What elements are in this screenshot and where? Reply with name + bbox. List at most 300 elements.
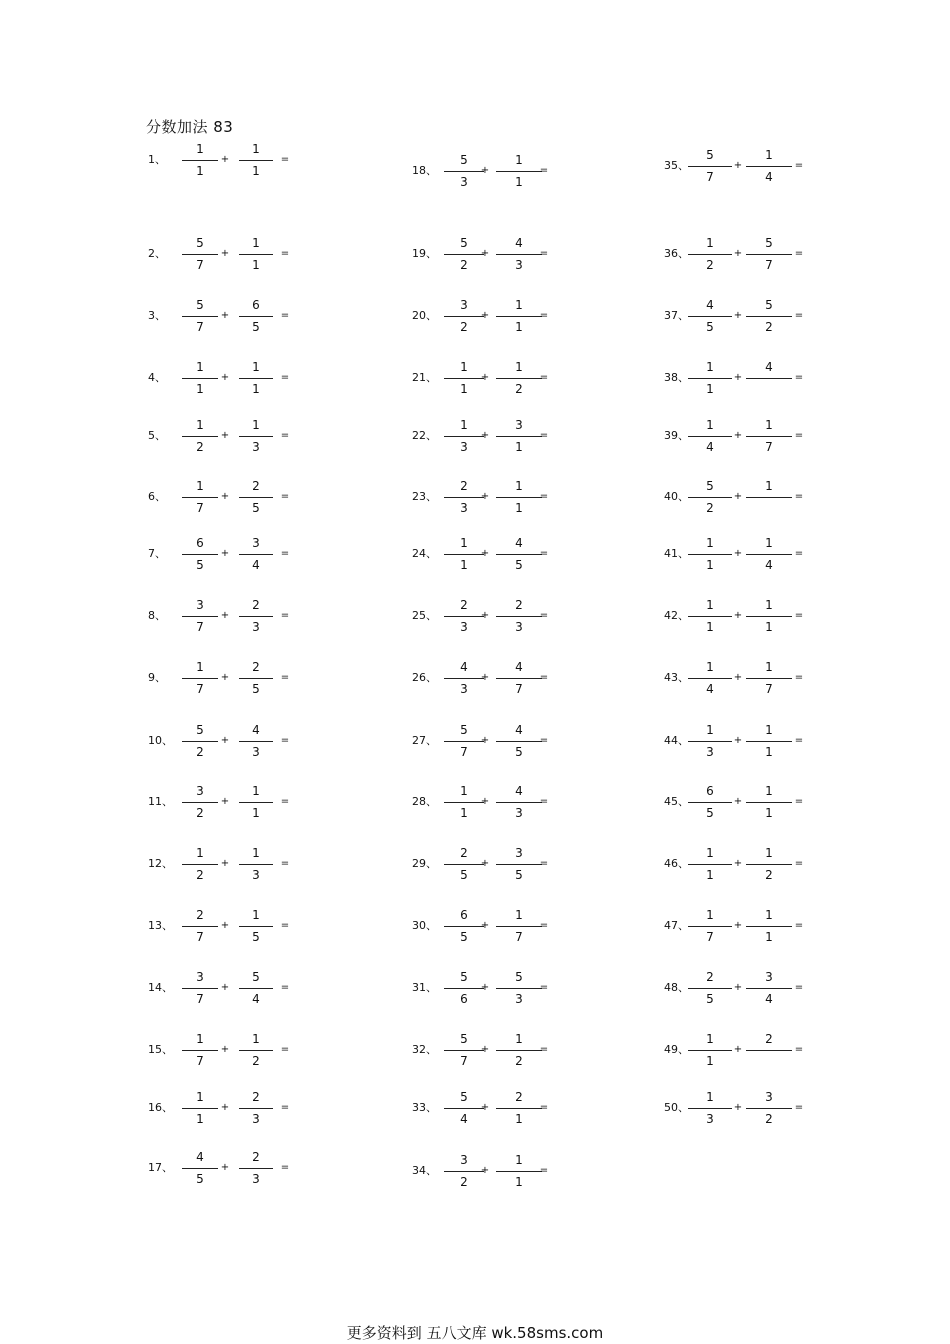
fraction-2-denominator: 5: [252, 930, 260, 944]
fraction-1-bar: [444, 1171, 484, 1172]
fraction-1-bar: [688, 316, 732, 317]
plus-sign: +: [733, 858, 743, 869]
fraction-2-bar: [239, 378, 273, 379]
equals-sign: =: [280, 1162, 290, 1173]
fraction-1-numerator: 1: [196, 1032, 204, 1046]
fraction-2-numerator: 1: [515, 360, 523, 374]
fraction-2-denominator: 7: [515, 930, 523, 944]
fraction-2-bar: [239, 988, 273, 989]
fraction-2-numerator: 5: [252, 970, 260, 984]
fraction-2-numerator: 2: [252, 660, 260, 674]
fraction-2-bar: [239, 254, 273, 255]
problem-number: 38、: [664, 371, 689, 384]
fraction-2-bar: [496, 864, 542, 865]
fraction-2-numerator: 4: [515, 723, 523, 737]
equals-sign: =: [280, 372, 290, 383]
problem-number: 28、: [412, 795, 437, 808]
fraction-2-numerator: 1: [515, 908, 523, 922]
equals-sign: =: [539, 796, 549, 807]
fraction-2-bar: [496, 171, 542, 172]
problem-number: 4、: [148, 371, 166, 384]
fraction-2-denominator: 3: [252, 745, 260, 759]
fraction-1-numerator: 5: [706, 148, 714, 162]
fraction-1-denominator: 1: [706, 1054, 714, 1068]
fraction-2-bar: [496, 497, 542, 498]
problem-number: 22、: [412, 429, 437, 442]
fraction-2-denominator: 3: [252, 868, 260, 882]
fraction-1-numerator: 1: [196, 660, 204, 674]
fraction-1-numerator: 5: [460, 1032, 468, 1046]
problem-number: 23、: [412, 490, 437, 503]
plus-sign: +: [733, 372, 743, 383]
fraction-2-bar: [239, 436, 273, 437]
plus-sign: +: [733, 735, 743, 746]
fraction-1-denominator: 5: [706, 806, 714, 820]
fraction-1-bar: [182, 926, 218, 927]
fraction-1-numerator: 6: [706, 784, 714, 798]
fraction-2-denominator: 3: [252, 440, 260, 454]
fraction-2-denominator: 2: [765, 320, 773, 334]
fraction-1-denominator: 5: [706, 992, 714, 1006]
equals-sign: =: [539, 491, 549, 502]
plus-sign: +: [733, 1102, 743, 1113]
fraction-2-numerator: 1: [765, 784, 773, 798]
plus-sign: +: [220, 672, 230, 683]
equals-sign: =: [539, 610, 549, 621]
fraction-1-bar: [688, 254, 732, 255]
fraction-2-denominator: 3: [252, 620, 260, 634]
fraction-1-bar: [182, 554, 218, 555]
fraction-1-denominator: 7: [706, 170, 714, 184]
fraction-2-denominator: 5: [252, 501, 260, 515]
equals-sign: =: [794, 672, 804, 683]
equals-sign: =: [794, 372, 804, 383]
problem-number: 17、: [148, 1161, 173, 1174]
fraction-2-denominator: 2: [765, 868, 773, 882]
problem-number: 30、: [412, 919, 437, 932]
fraction-1-numerator: 1: [196, 142, 204, 156]
fraction-1-bar: [444, 378, 484, 379]
problem-number: 8、: [148, 609, 166, 622]
fraction-2-numerator: 4: [515, 660, 523, 674]
equals-sign: =: [794, 160, 804, 171]
fraction-1-numerator: 1: [706, 660, 714, 674]
fraction-1-bar: [688, 988, 732, 989]
plus-sign: +: [733, 672, 743, 683]
fraction-2-numerator: 2: [252, 598, 260, 612]
fraction-1-bar: [688, 616, 732, 617]
fraction-1-denominator: 4: [706, 440, 714, 454]
fraction-1-denominator: 1: [460, 806, 468, 820]
equals-sign: =: [794, 1102, 804, 1113]
fraction-2-bar: [239, 741, 273, 742]
fraction-1-denominator: 2: [460, 320, 468, 334]
plus-sign: +: [220, 310, 230, 321]
fraction-1-denominator: 2: [196, 440, 204, 454]
fraction-2-denominator: 3: [515, 620, 523, 634]
problem-number: 41、: [664, 547, 689, 560]
fraction-2-numerator: 1: [252, 360, 260, 374]
problem-number: 7、: [148, 547, 166, 560]
fraction-2-numerator: 4: [252, 723, 260, 737]
fraction-1-bar: [444, 988, 484, 989]
fraction-2-numerator: 1: [765, 846, 773, 860]
problem-number: 18、: [412, 164, 437, 177]
fraction-1-bar: [182, 160, 218, 161]
fraction-2-denominator: 4: [765, 558, 773, 572]
equals-sign: =: [539, 430, 549, 441]
fraction-2-bar: [746, 864, 792, 865]
fraction-2-numerator: 1: [252, 908, 260, 922]
plus-sign: +: [220, 154, 230, 165]
fraction-2-bar: [496, 988, 542, 989]
fraction-1-numerator: 5: [460, 723, 468, 737]
fraction-2-denominator: 1: [515, 320, 523, 334]
plus-sign: +: [733, 248, 743, 259]
fraction-1-numerator: 5: [196, 298, 204, 312]
problem-number: 47、: [664, 919, 689, 932]
fraction-2-numerator: 1: [765, 148, 773, 162]
plus-sign: +: [220, 1162, 230, 1173]
plus-sign: +: [480, 672, 490, 683]
fraction-1-denominator: 1: [706, 868, 714, 882]
fraction-1-numerator: 1: [460, 418, 468, 432]
equals-sign: =: [280, 796, 290, 807]
equals-sign: =: [539, 1165, 549, 1176]
problem-number: 33、: [412, 1101, 437, 1114]
fraction-1-denominator: 3: [460, 620, 468, 634]
plus-sign: +: [733, 982, 743, 993]
fraction-1-denominator: 2: [460, 258, 468, 272]
problem-number: 27、: [412, 734, 437, 747]
fraction-2-denominator: 1: [252, 382, 260, 396]
fraction-1-bar: [444, 1108, 484, 1109]
plus-sign: +: [480, 982, 490, 993]
problem-number: 25、: [412, 609, 437, 622]
fraction-1-denominator: 1: [196, 382, 204, 396]
fraction-2-bar: [496, 378, 542, 379]
fraction-2-denominator: 4: [765, 170, 773, 184]
problem-number: 5、: [148, 429, 166, 442]
problem-number: 39、: [664, 429, 689, 442]
fraction-2-denominator: 7: [515, 682, 523, 696]
problem-number: 15、: [148, 1043, 173, 1056]
fraction-2-bar: [496, 802, 542, 803]
fraction-2-bar: [496, 554, 542, 555]
fraction-2-numerator: 5: [765, 236, 773, 250]
fraction-1-numerator: 6: [196, 536, 204, 550]
fraction-2-denominator: 3: [252, 1172, 260, 1186]
equals-sign: =: [794, 982, 804, 993]
fraction-1-denominator: 2: [196, 806, 204, 820]
fraction-2-numerator: 4: [515, 784, 523, 798]
fraction-1-numerator: 1: [196, 418, 204, 432]
fraction-1-bar: [182, 378, 218, 379]
problem-number: 34、: [412, 1164, 437, 1177]
fraction-2-bar: [746, 1108, 792, 1109]
fraction-2-numerator: 1: [765, 418, 773, 432]
fraction-2-bar: [239, 616, 273, 617]
fraction-1-numerator: 3: [196, 784, 204, 798]
plus-sign: +: [733, 920, 743, 931]
fraction-2-denominator: 7: [765, 440, 773, 454]
fraction-2-bar: [746, 616, 792, 617]
fraction-2-denominator: 1: [515, 501, 523, 515]
fraction-2-numerator: 1: [515, 1032, 523, 1046]
fraction-2-bar: [496, 1050, 542, 1051]
fraction-2-denominator: 1: [765, 620, 773, 634]
fraction-2-denominator: 3: [515, 258, 523, 272]
fraction-1-bar: [444, 497, 484, 498]
fraction-2-numerator: 2: [252, 479, 260, 493]
fraction-1-denominator: 4: [706, 682, 714, 696]
fraction-2-numerator: 5: [765, 298, 773, 312]
problem-number: 40、: [664, 490, 689, 503]
fraction-1-bar: [182, 436, 218, 437]
fraction-1-denominator: 5: [196, 1172, 204, 1186]
fraction-1-bar: [444, 864, 484, 865]
fraction-1-denominator: 5: [706, 320, 714, 334]
fraction-1-numerator: 1: [706, 908, 714, 922]
fraction-2-numerator: 1: [515, 1153, 523, 1167]
fraction-1-denominator: 3: [706, 1112, 714, 1126]
fraction-1-bar: [688, 497, 732, 498]
fraction-1-denominator: 7: [196, 620, 204, 634]
fraction-1-bar: [444, 616, 484, 617]
plus-sign: +: [480, 1165, 490, 1176]
plus-sign: +: [220, 735, 230, 746]
fraction-2-numerator: 3: [515, 846, 523, 860]
plus-sign: +: [480, 920, 490, 931]
plus-sign: +: [733, 160, 743, 171]
plus-sign: +: [220, 430, 230, 441]
problem-number: 21、: [412, 371, 437, 384]
fraction-1-bar: [444, 802, 484, 803]
equals-sign: =: [539, 672, 549, 683]
fraction-2-denominator: 1: [252, 258, 260, 272]
fraction-1-denominator: 7: [460, 1054, 468, 1068]
fraction-1-numerator: 5: [196, 723, 204, 737]
fraction-2-bar: [239, 678, 273, 679]
equals-sign: =: [794, 548, 804, 559]
fraction-2-numerator: 4: [515, 236, 523, 250]
fraction-1-denominator: 7: [196, 320, 204, 334]
equals-sign: =: [539, 982, 549, 993]
fraction-2-bar: [239, 316, 273, 317]
fraction-1-denominator: 5: [196, 558, 204, 572]
fraction-2-bar: [239, 160, 273, 161]
footer-text: 更多资料到 五八文库 wk.58sms.com: [346, 1324, 604, 1342]
fraction-1-bar: [444, 741, 484, 742]
plus-sign: +: [220, 982, 230, 993]
fraction-1-bar: [688, 166, 732, 167]
fraction-1-numerator: 3: [196, 598, 204, 612]
fraction-2-numerator: 2: [515, 598, 523, 612]
equals-sign: =: [794, 735, 804, 746]
fraction-2-numerator: 2: [515, 1090, 523, 1104]
fraction-1-bar: [182, 497, 218, 498]
plus-sign: +: [220, 548, 230, 559]
problem-number: 46、: [664, 857, 689, 870]
fraction-2-numerator: 6: [252, 298, 260, 312]
fraction-1-bar: [182, 316, 218, 317]
fraction-2-denominator: 4: [252, 558, 260, 572]
fraction-1-numerator: 1: [196, 479, 204, 493]
fraction-1-numerator: 5: [196, 236, 204, 250]
fraction-1-numerator: 1: [706, 1090, 714, 1104]
fraction-1-bar: [688, 926, 732, 927]
fraction-2-bar: [496, 1171, 542, 1172]
equals-sign: =: [794, 310, 804, 321]
fraction-2-numerator: 1: [252, 236, 260, 250]
fraction-1-denominator: 1: [196, 164, 204, 178]
problem-number: 48、: [664, 981, 689, 994]
fraction-1-numerator: 4: [706, 298, 714, 312]
fraction-2-bar: [496, 678, 542, 679]
fraction-2-bar: [746, 554, 792, 555]
fraction-1-numerator: 3: [196, 970, 204, 984]
plus-sign: +: [220, 610, 230, 621]
plus-sign: +: [733, 491, 743, 502]
fraction-1-denominator: 5: [460, 868, 468, 882]
fraction-2-numerator: 2: [252, 1090, 260, 1104]
fraction-2-bar: [496, 316, 542, 317]
fraction-2-numerator: 2: [252, 1150, 260, 1164]
fraction-1-numerator: 2: [706, 970, 714, 984]
problem-number: 45、: [664, 795, 689, 808]
fraction-2-denominator: 7: [765, 682, 773, 696]
fraction-2-denominator: 2: [252, 1054, 260, 1068]
fraction-1-denominator: 3: [460, 682, 468, 696]
plus-sign: +: [480, 796, 490, 807]
equals-sign: =: [280, 548, 290, 559]
equals-sign: =: [539, 310, 549, 321]
fraction-1-denominator: 5: [460, 930, 468, 944]
fraction-2-bar: [496, 436, 542, 437]
fraction-2-numerator: 1: [765, 660, 773, 674]
equals-sign: =: [539, 920, 549, 931]
problem-number: 32、: [412, 1043, 437, 1056]
fraction-2-numerator: 1: [515, 153, 523, 167]
fraction-1-numerator: 1: [196, 360, 204, 374]
plus-sign: +: [480, 310, 490, 321]
equals-sign: =: [280, 858, 290, 869]
plus-sign: +: [220, 920, 230, 931]
fraction-1-bar: [688, 1050, 732, 1051]
fraction-2-bar: [239, 1108, 273, 1109]
plus-sign: +: [480, 430, 490, 441]
plus-sign: +: [220, 1102, 230, 1113]
plus-sign: +: [733, 548, 743, 559]
fraction-2-bar: [496, 616, 542, 617]
fraction-1-denominator: 1: [706, 558, 714, 572]
fraction-2-numerator: 3: [515, 418, 523, 432]
fraction-2-bar: [746, 436, 792, 437]
fraction-1-bar: [182, 864, 218, 865]
fraction-1-bar: [444, 554, 484, 555]
fraction-1-numerator: 1: [196, 1090, 204, 1104]
problem-number: 20、: [412, 309, 437, 322]
equals-sign: =: [280, 982, 290, 993]
fraction-2-denominator: 1: [252, 806, 260, 820]
equals-sign: =: [280, 491, 290, 502]
fraction-2-numerator: 4: [765, 360, 773, 374]
plus-sign: +: [220, 858, 230, 869]
fraction-2-numerator: 1: [515, 298, 523, 312]
fraction-2-bar: [496, 254, 542, 255]
equals-sign: =: [794, 920, 804, 931]
fraction-1-bar: [688, 678, 732, 679]
fraction-2-denominator: 4: [252, 992, 260, 1006]
fraction-1-denominator: 1: [196, 1112, 204, 1126]
fraction-1-numerator: 1: [460, 536, 468, 550]
fraction-1-bar: [688, 864, 732, 865]
equals-sign: =: [539, 1102, 549, 1113]
fraction-2-denominator: 1: [515, 1175, 523, 1189]
plus-sign: +: [480, 735, 490, 746]
equals-sign: =: [539, 248, 549, 259]
fraction-1-numerator: 1: [460, 360, 468, 374]
equals-sign: =: [794, 858, 804, 869]
equals-sign: =: [794, 491, 804, 502]
fraction-2-bar: [746, 378, 792, 379]
equals-sign: =: [539, 372, 549, 383]
fraction-2-bar: [746, 741, 792, 742]
plus-sign: +: [480, 372, 490, 383]
fraction-1-denominator: 1: [706, 620, 714, 634]
fraction-1-bar: [182, 254, 218, 255]
fraction-1-bar: [182, 1108, 218, 1109]
fraction-2-numerator: 4: [515, 536, 523, 550]
fraction-1-denominator: 7: [196, 258, 204, 272]
fraction-1-bar: [182, 616, 218, 617]
fraction-2-denominator: 4: [765, 992, 773, 1006]
fraction-1-denominator: 7: [196, 501, 204, 515]
plus-sign: +: [733, 430, 743, 441]
problem-number: 9、: [148, 671, 166, 684]
equals-sign: =: [794, 430, 804, 441]
fraction-2-numerator: 1: [252, 784, 260, 798]
fraction-1-bar: [444, 254, 484, 255]
fraction-1-numerator: 5: [460, 153, 468, 167]
fraction-2-denominator: 1: [515, 175, 523, 189]
equals-sign: =: [539, 735, 549, 746]
fraction-2-denominator: 7: [765, 258, 773, 272]
fraction-2-denominator: 1: [765, 806, 773, 820]
problem-number: 12、: [148, 857, 173, 870]
fraction-2-bar: [746, 497, 792, 498]
fraction-2-bar: [746, 166, 792, 167]
fraction-1-denominator: 7: [196, 930, 204, 944]
fraction-1-denominator: 7: [706, 930, 714, 944]
fraction-1-bar: [688, 436, 732, 437]
fraction-1-numerator: 6: [460, 908, 468, 922]
fraction-2-numerator: 1: [515, 479, 523, 493]
fraction-2-denominator: 1: [765, 930, 773, 944]
plus-sign: +: [480, 610, 490, 621]
problem-number: 50、: [664, 1101, 689, 1114]
plus-sign: +: [480, 1102, 490, 1113]
equals-sign: =: [794, 796, 804, 807]
fraction-1-numerator: 1: [196, 846, 204, 860]
problem-number: 31、: [412, 981, 437, 994]
fraction-2-bar: [746, 1050, 792, 1051]
plus-sign: +: [733, 610, 743, 621]
fraction-2-numerator: 1: [252, 1032, 260, 1046]
fraction-2-denominator: 1: [515, 1112, 523, 1126]
plus-sign: +: [733, 1044, 743, 1055]
fraction-1-denominator: 1: [706, 382, 714, 396]
